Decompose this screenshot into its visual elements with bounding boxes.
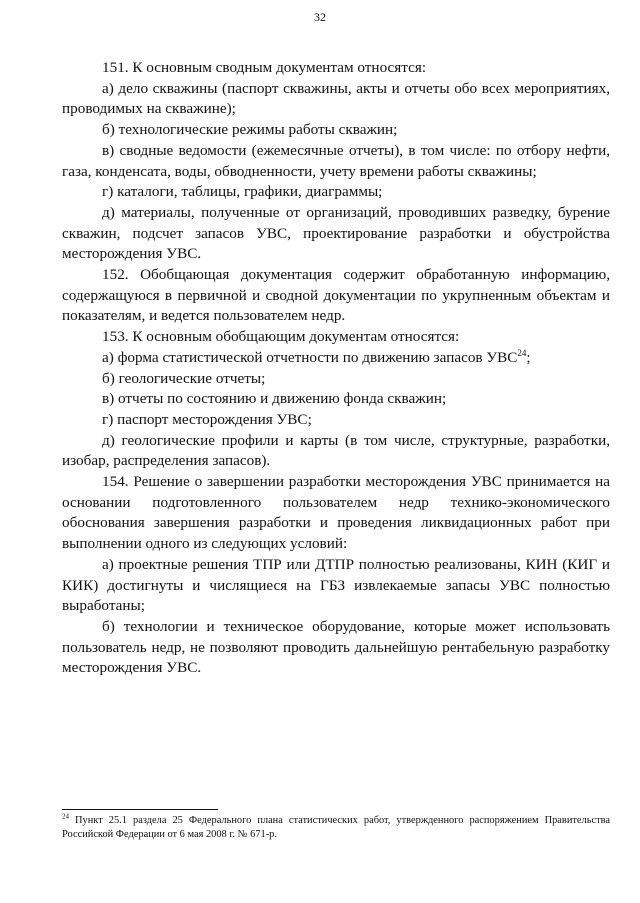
list-item-151-g: г) каталоги, таблицы, графики, диаграммы;	[102, 183, 383, 201]
list-item-151-a: а) дело скважины (паспорт скважины, акты и отчеты обо всех мероприятиях, проводимых на скважине);	[62, 79, 610, 118]
document-body	[62, 58, 610, 679]
page-number: 32	[314, 10, 326, 24]
paragraph-151: 151. К основным сводным документам относятся:	[102, 59, 427, 76]
list-item-153-b: б) геологические отчеты;	[102, 369, 266, 387]
list-item-154-a: а) проектные решения ТПР или ДТПР полностью реализованы, КИН (КИГ и КИК) достигнуты и числящиеся на ГБЗ извлекаемые запасы УВС полностью выработаны;	[62, 555, 610, 615]
list-item-154-b: б) технологии и техническое оборудование, которые может использовать пользователь недр, не позволяют проводить дальнейшую рентабельную разработку месторождения УВС.	[62, 617, 610, 677]
footnote-text: Пункт 25.1 раздела 25 Федерального плана статистических работ, утвержденного распоряжением Правительства Российской Федерации от 6 мая 2008 г. № 671-р.	[62, 815, 610, 840]
paragraph-153: 153. К основным обобщающим документам относятся:	[102, 328, 460, 346]
footnote	[62, 814, 610, 842]
list-item-151-d: д) материалы, полученные от организаций, проводивших разведку, бурение скважин, подсчет запасов УВС, проектирование разработки и обустройства месторождения УВС.	[62, 203, 610, 263]
list-item-153-d: д) геологические профили и карты (в том числе, структурные, разработки, изобар, распределения запасов).	[62, 431, 610, 470]
footnote-reference: 24	[517, 347, 527, 358]
footnote-marker: 24	[62, 812, 69, 821]
list-item-153-a-punct: ;	[526, 348, 531, 366]
list-item-151-v: в) сводные ведомости (ежемесячные отчеты), в том числе: по отбору нефти, газа, конденсата, воды, обводненности, учету времени работы скважины;	[62, 141, 610, 180]
paragraph-152: 152. Обобщающая документация содержит обработанную информацию, содержащуюся в первичной и сводной документации по укрупненным объектам и показателям, и ведется пользователем недр.	[62, 266, 610, 325]
list-item-153-v: в) отчеты по состоянию и движению фонда скважин;	[102, 390, 447, 408]
list-item-153-g: г) паспорт месторождения УВС;	[102, 410, 312, 428]
list-item-153-a	[62, 348, 610, 369]
footnote-divider	[62, 809, 218, 810]
list-item-151-b: б) технологические режимы работы скважин;	[102, 121, 398, 139]
paragraph-154: 154. Решение о завершении разработки месторождения УВС принимается на основании подготовленного пользователем недр технико-экономического обоснования завершения разработки и проведения ликвидационных работ при выполнении одного из следующих условий:	[62, 473, 610, 553]
list-item-153-a-text: а) форма статистической отчетности по движению запасов УВС	[102, 348, 518, 366]
